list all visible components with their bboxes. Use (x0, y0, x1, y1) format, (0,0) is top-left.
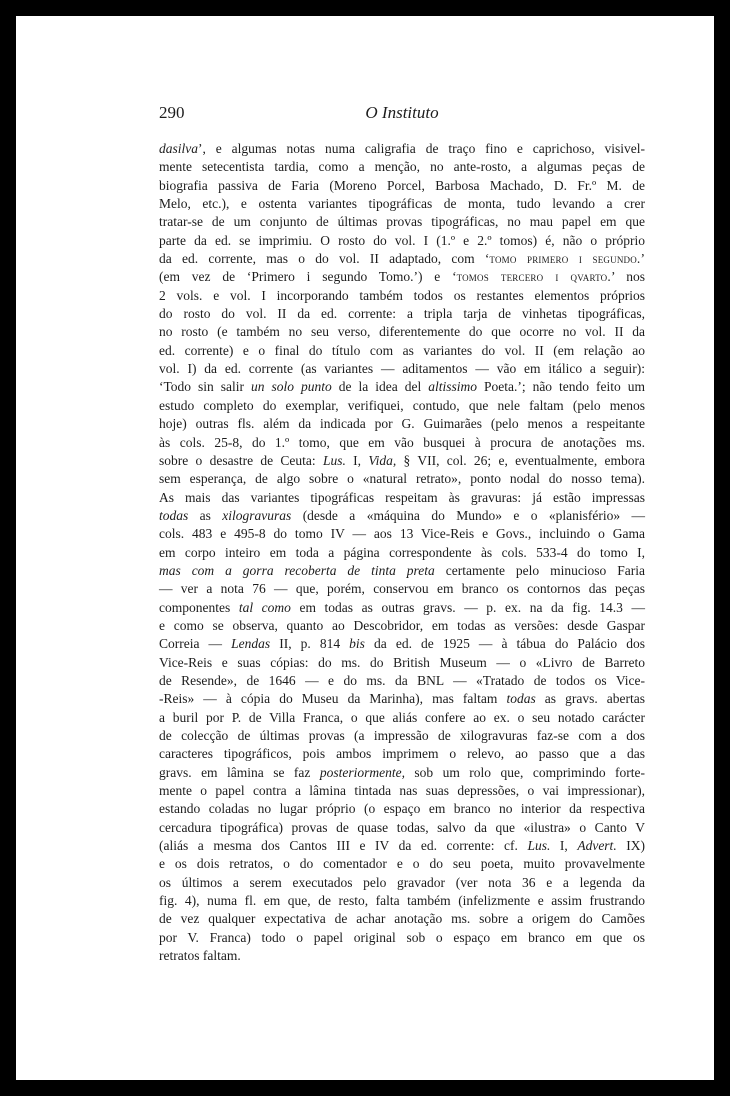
text-line (159, 232, 645, 250)
text-segment: -Reis» — à cópia do Museu da Marinha), mas faltam (159, 691, 507, 707)
text-line (159, 177, 645, 195)
text-segment: certamente pelo minucioso Faria (434, 562, 645, 578)
italic-segment: todas (159, 507, 189, 523)
text-line (159, 654, 645, 672)
text-line (159, 507, 645, 525)
text-line (159, 727, 645, 745)
text-segment: tratar-se de um conjunto de últimas provas tipográficas, no mau papel em que (159, 214, 645, 230)
text-segment: 2 vols. e vol. I incorporando também todos os restantes elementos próprios (159, 287, 645, 303)
italic-segment: Advert. (577, 838, 617, 854)
small-caps-segment: tomo primero i segundo. (489, 251, 641, 267)
text-segment: retratos faltam. (159, 948, 241, 964)
text-line (159, 489, 645, 507)
text-line (159, 672, 645, 690)
text-line (159, 287, 645, 305)
text-line (159, 213, 645, 231)
text-segment: biografia passiva de Faria (Moreno Porcel, Barbosa Machado, D. Fr.º M. de (159, 177, 645, 193)
text-line (159, 378, 645, 396)
text-line (159, 250, 645, 268)
text-segment: (desde a «máquina do Mundo» e o «planisfério» — (291, 507, 645, 523)
italic-segment: dasilva (159, 141, 198, 156)
running-title: O Instituto (365, 103, 439, 122)
text-segment: mente setecentista tardia, como a menção, no ante-rosto, a algumas peças de (159, 159, 645, 175)
text-line (159, 360, 645, 378)
italic-segment: xilogravuras (222, 507, 292, 523)
text-segment: gravs. em lâmina se faz (159, 764, 320, 780)
text-segment: Melo, etc.), e ostenta variantes tipográficas de monta, tudo levando a crer (159, 196, 645, 212)
text-segment: sob um rolo que, comprimindo forte- (404, 764, 645, 780)
text-segment: fig. 4), numa fl. em que, de resto, falta também (infelizmente e assim frustrando (159, 893, 645, 909)
small-caps-segment: tomos tercero i qvarto. (456, 269, 611, 285)
text-line (159, 140, 645, 158)
text-line (159, 397, 645, 415)
text-line (159, 323, 645, 341)
text-segment: I, (550, 838, 578, 854)
text-line (159, 782, 645, 800)
text-line (159, 452, 645, 470)
text-segment: (aliás a mesma dos Cantos III e IV da ed. corrente: cf. (159, 838, 528, 854)
text-segment: no rosto (e também no seu verso, diferentemente do que ocorre no vol. II da (159, 324, 645, 340)
text-segment: as gravs. abertas (535, 691, 646, 707)
text-segment: de vez qualquer expectativa de achar anotação ms. sobre a origem do Camões (159, 911, 645, 927)
text-segment: ‘Todo sin salir (159, 379, 252, 395)
text-segment: e os dois retratos, o do comentador e o do seu poeta, muito provavelmente (159, 856, 645, 872)
text-line (159, 929, 645, 947)
text-line (159, 635, 645, 653)
text-line (159, 415, 645, 433)
text-line (159, 745, 645, 763)
text-segment: Vice-Reis e suas cópias: do ms. do British Museum — o «Livro de Barreto (159, 654, 645, 670)
italic-segment: todas (506, 691, 536, 707)
italic-segment: Lus. (322, 452, 346, 468)
text-segment: de colecção de últimas provas (a impressão de xilogravuras faz-se com a dos (159, 728, 645, 743)
text-line (159, 819, 645, 837)
italic-segment: mas com a gorra recoberta de tinta preta (159, 562, 435, 578)
text-line (159, 525, 645, 543)
text-line (159, 855, 645, 873)
body-text (159, 140, 645, 965)
text-segment: componentes (159, 599, 239, 615)
text-line (159, 158, 645, 176)
text-line (159, 764, 645, 782)
text-segment: mente o papel contra a lâmina tintada nas suas depressões, o vai impressionar), (159, 783, 645, 799)
text-line (159, 690, 645, 708)
text-segment: — ver a nota 76 — que, porém, conservou em branco os contornos das peças (159, 581, 645, 597)
text-segment: em todas as outras gravs. — p. ex. na da fig. 14.3 — (290, 599, 645, 615)
text-segment: caracteres tipográficos, pois ambos imprimem o relevo, ao passo que a das (159, 746, 645, 762)
text-segment: (em vez de ‘Primero i segundo Tomo.’) e ‘ (159, 269, 457, 285)
page-number: 290 (159, 103, 185, 122)
text-line (159, 268, 645, 286)
text-segment: do rosto do vol. II da ed. corrente: a tripla tarja de vinhetas tipográficas, (159, 306, 645, 322)
text-segment: de Resende», de 1646 — e do ms. da BNL — «Tratado de todos os Vice- (159, 672, 645, 688)
text-segment: sobre o desastre de Ceuta: (159, 452, 323, 468)
text-segment: I, (345, 452, 369, 468)
book-page (16, 16, 714, 1080)
italic-segment: un solo punto (251, 379, 332, 395)
text-segment: Correia — (159, 636, 232, 652)
text-line (159, 837, 645, 855)
text-segment: às cols. 25-8, do 1.º tomo, que em vão busquei à procura de anotações ms. (159, 434, 645, 450)
text-segment: ’, e algumas notas numa caligrafia de traço fino e caprichoso, visivel- (198, 141, 645, 156)
text-segment: Poeta.’; não tendo feito um (476, 379, 646, 395)
text-segment: a buril por P. de Villa Franca, o que aliás confere ao ex. o seu notado carácter (159, 709, 645, 725)
text-line (159, 195, 645, 213)
text-segment: ’ (640, 251, 645, 267)
text-line (159, 544, 645, 562)
text-segment: por V. Franca) todo o papel original sob o espaço em branco em que os (159, 929, 645, 945)
italic-segment: Lendas (231, 636, 271, 652)
page-header (159, 103, 645, 127)
text-line (159, 874, 645, 892)
text-segment: § VII, col. 26; e, eventualmente, embora (396, 452, 646, 468)
text-segment: cols. 483 e 495-8 do tomo IV — aos 13 Vice-Reis e Govs., incluindo o Gama (159, 526, 645, 542)
text-segment: em corpo inteiro em toda a página correspondente às cols. 533-4 do tomo I, (159, 544, 645, 560)
text-line (159, 800, 645, 818)
text-line (159, 947, 645, 965)
text-segment: vol. I) da ed. corrente (as variantes — aditamentos — vão em itálico a seguir): (159, 361, 645, 377)
text-segment: sem esperança, de algo sobre o «natural retrato», ponto nodal do nosso tema). (159, 471, 645, 487)
text-segment: da ed. corrente, mas o do vol. II adaptado, com ‘ (159, 251, 490, 267)
text-line (159, 305, 645, 323)
text-line (159, 709, 645, 727)
italic-segment: altissimo (428, 379, 477, 395)
italic-segment: tal como (238, 599, 291, 615)
text-segment: hoje) outras fls. além da indicada por G. Guimarães (pelo menos a respeitante (159, 416, 645, 432)
text-segment: da ed. de 1925 — à tábua do Palácio dos (364, 636, 645, 652)
text-segment: parte da ed. se imprimiu. O rosto do vol. I (1.º e 2.º tomos) é, não o próprio (159, 232, 645, 248)
text-segment: IX) (616, 838, 645, 854)
text-segment: e como se observa, quanto ao Descobridor, em todas as versões: desde Gaspar (159, 617, 645, 633)
text-line (159, 580, 645, 598)
italic-segment: posteriormente, (319, 764, 405, 780)
text-segment: as (188, 507, 223, 523)
text-segment: de la idea del (331, 379, 429, 395)
text-line (159, 599, 645, 617)
text-segment: estudo completo do exemplar, verifiquei, contudo, que nele faltam (pelo menos (159, 397, 645, 413)
text-segment: os últimos a serem executados pelo gravador (ver nota 36 e a legenda da (159, 874, 645, 890)
text-segment: ’ nos (610, 269, 645, 285)
text-segment: estando coladas no lugar próprio (o espaço em branco no interior da respectiva (159, 801, 645, 817)
text-line (159, 470, 645, 488)
text-segment: As mais das variantes tipográficas respeitam às gravuras: já estão impressas (159, 489, 645, 505)
text-segment: II, p. 814 (270, 636, 350, 652)
text-line (159, 617, 645, 635)
text-line (159, 562, 645, 580)
text-segment: ed. corrente) e o final do título com as variantes do vol. II (em relação ao (159, 342, 645, 358)
italic-segment: bis (349, 636, 365, 652)
text-line (159, 910, 645, 928)
italic-segment: Vida, (368, 452, 397, 468)
text-segment: cercadura tipográfica) provas de quase todas, salvo da que «ilustra» o Canto V (159, 819, 645, 835)
italic-segment: Lus. (527, 838, 551, 854)
text-line (159, 892, 645, 910)
text-line (159, 342, 645, 360)
text-line (159, 434, 645, 452)
